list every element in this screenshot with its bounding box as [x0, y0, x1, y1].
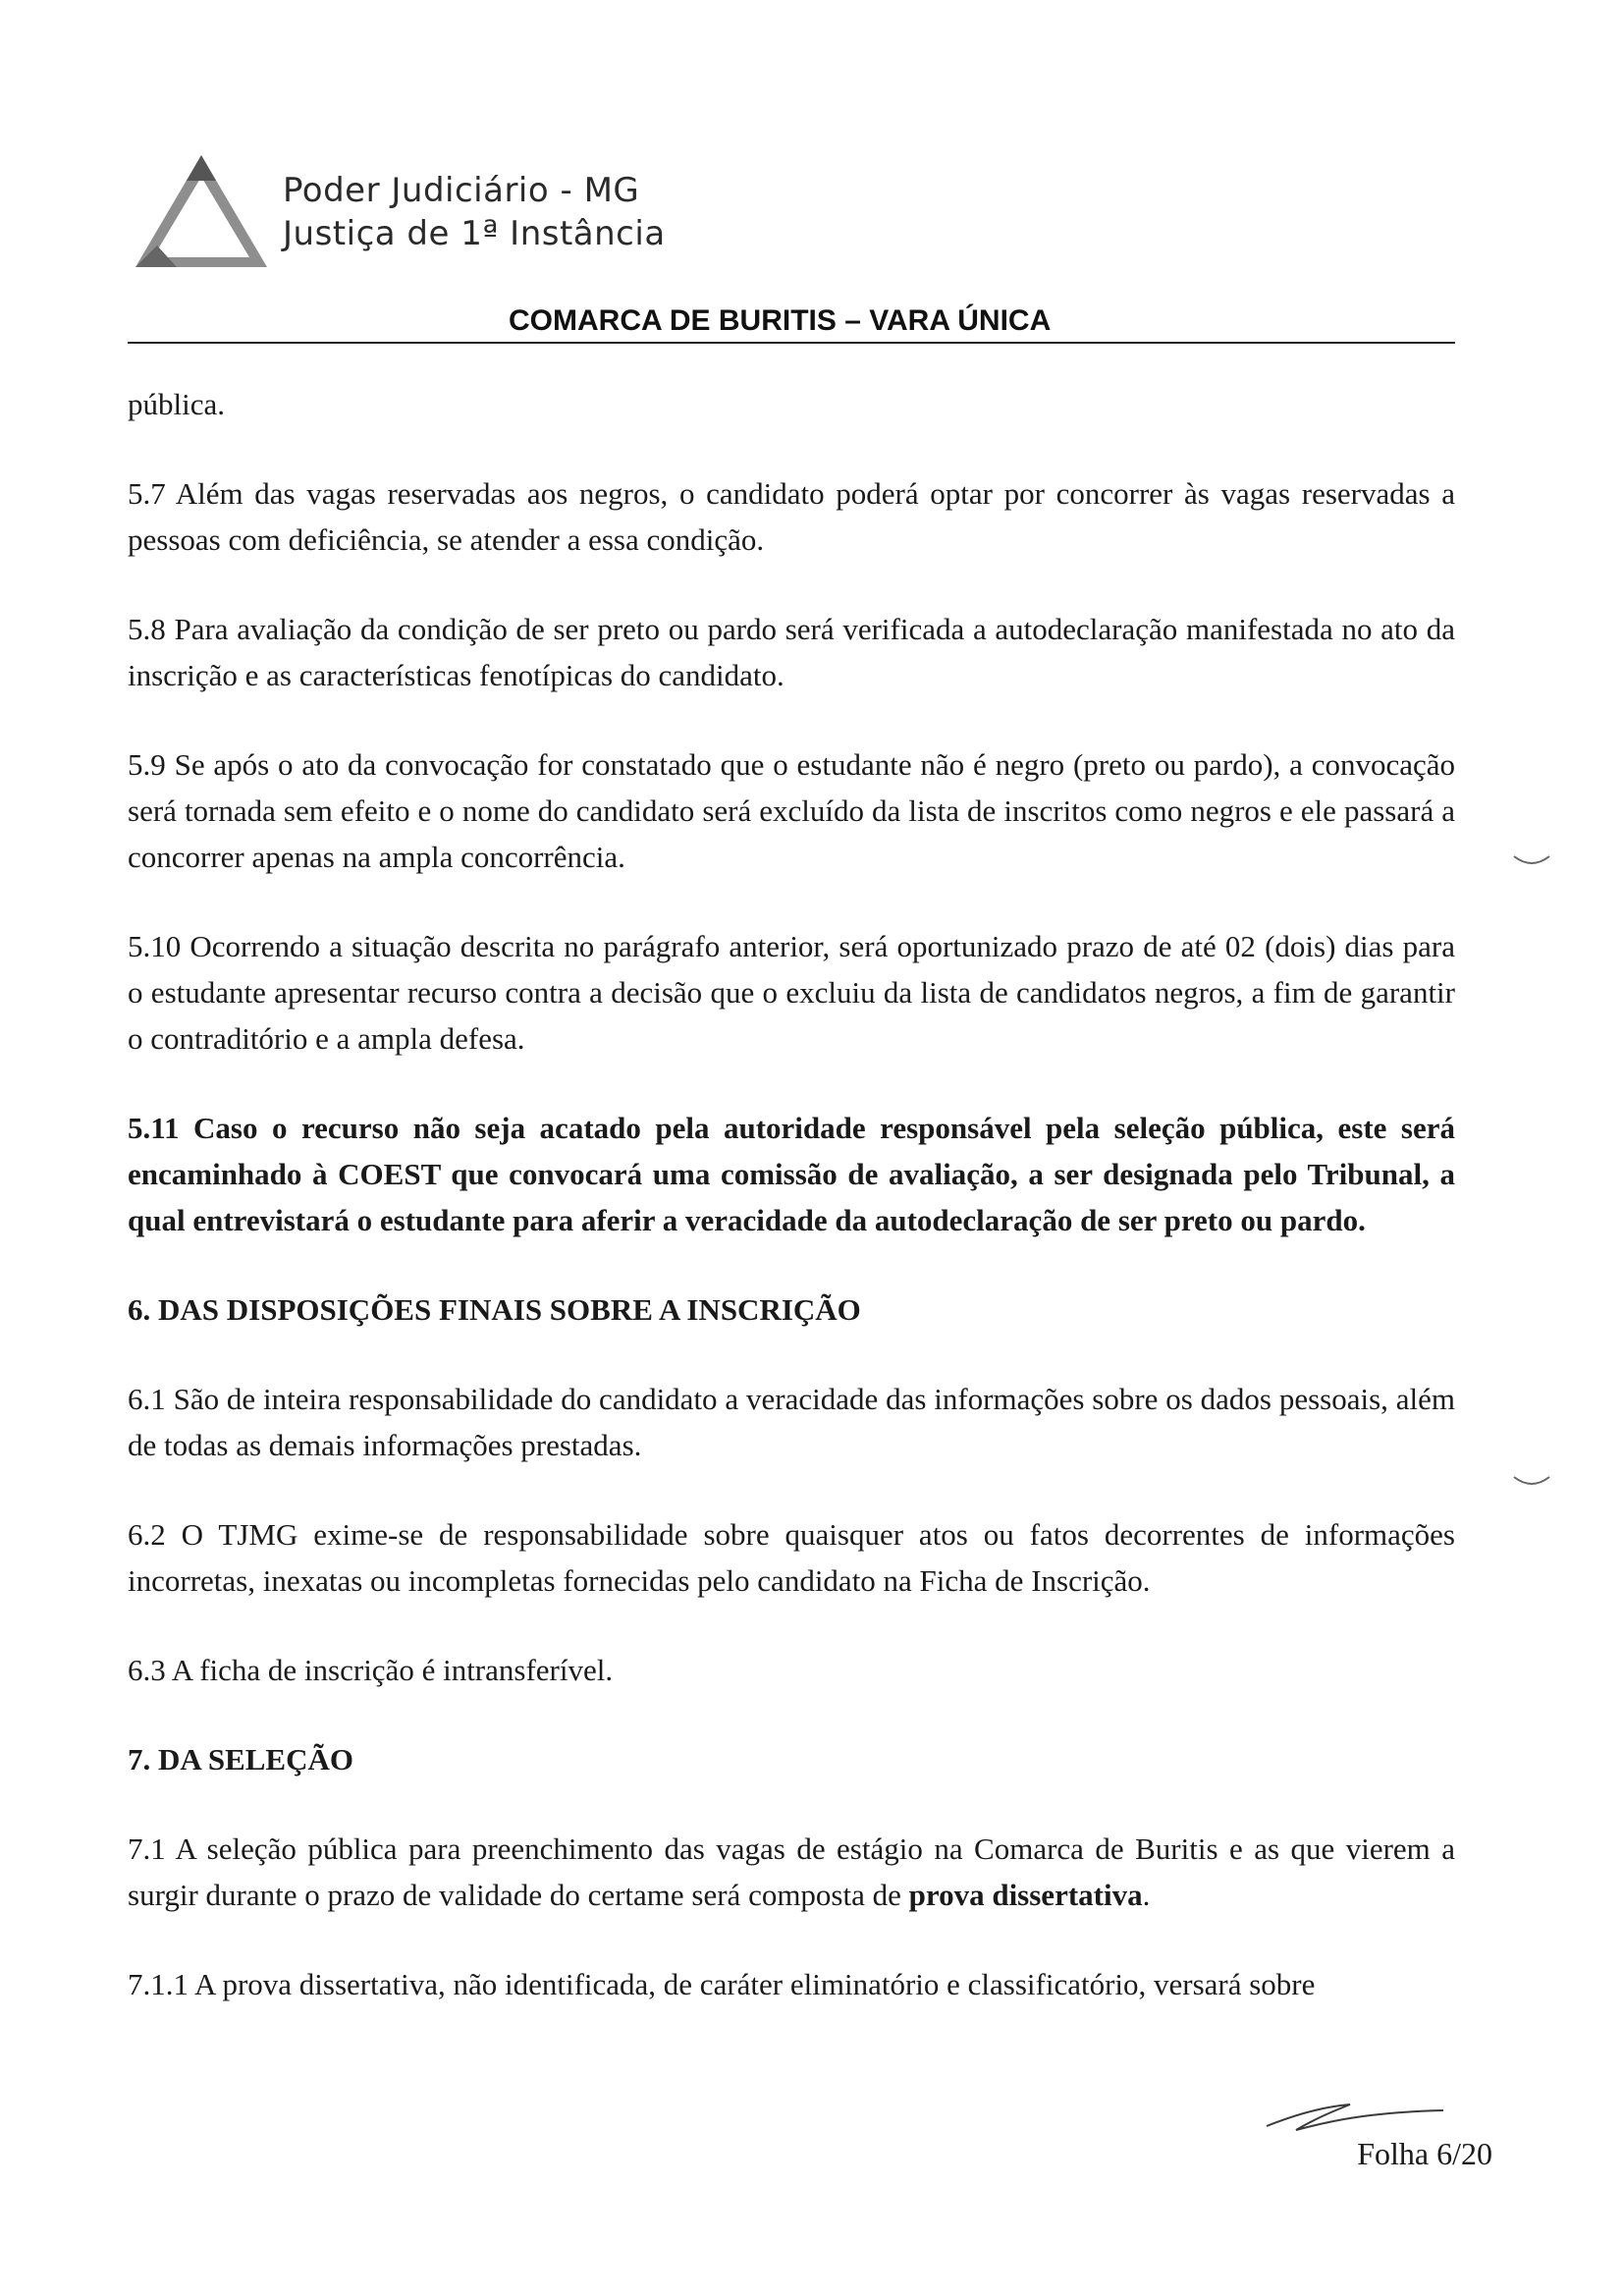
letterhead: [128, 147, 1463, 354]
paragraph-6-1: 6.1 São de inteira responsabilidade do candidato a veracidade das informações sobre os dados pessoais, além de todas as demais informações prestadas.: [128, 1382, 1455, 1462]
margin-mark-icon: [1512, 1473, 1551, 1493]
paragraph-5-7: 5.7 Além das vagas reservadas aos negros, o candidato poderá optar por concorrer às vagas reservadas a pessoas com deficiência, se atender a essa condição.: [128, 476, 1455, 557]
paragraph-7-1-emphasis: prova dissertativa: [908, 1878, 1143, 1912]
paragraph-5-9: 5.9 Se após o ato da convocação for constatado que o estudante não é negro (preto ou pardo), a convocação será tornada sem efeito e o nome do candidato será excluído da lista de inscritos como negros e ele passará a concorrer apenas na ampla concorrência.: [128, 747, 1455, 874]
paragraph-6-3: 6.3 A ficha de inscrição é intransferível.: [128, 1653, 614, 1687]
judiciary-logo-icon: [128, 147, 275, 275]
org-line-2: Justiça de 1ª Instância: [283, 214, 666, 253]
margin-mark-icon: [1512, 852, 1551, 872]
paragraph-7-1-text: 7.1 A seleção pública para preenchimento das vagas de estágio na Comarca de Buritis e as que vierem a surgir durante o prazo de validade do certame será composta de: [128, 1831, 1455, 1912]
paragraph-7-1-1: 7.1.1 A prova dissertativa, não identificada, de caráter eliminatório e classificatório, versará sobre: [128, 1967, 1316, 2001]
section-6-heading: 6. DAS DISPOSIÇÕES FINAIS SOBRE A INSCRIÇÃO: [128, 1292, 861, 1327]
paragraph-5-11: 5.11 Caso o recurso não seja acatado pela autoridade responsável pela seleção pública, este será encaminhado à COEST que convocará uma comissão de avaliação, a ser designada pelo Tribunal, a qual entrevistará o estudante para aferir a veracidade da autodeclaração de ser preto ou pardo.: [128, 1111, 1455, 1237]
paragraph-6-2: 6.2 O TJMG exime-se de responsabilidade sobre quaisquer atos ou fatos decorrentes de informações incorretas, inexatas ou incompletas fornecidas pelo candidato na Ficha de Inscrição.: [128, 1517, 1455, 1598]
paragraph-5-8: 5.8 Para avaliação da condição de ser preto ou pardo será verificada a autodeclaração manifestada no ato da inscrição e as características fenotípicas do candidato.: [128, 612, 1455, 692]
paragraph-continuation: pública.: [128, 387, 225, 421]
organization-name: [283, 169, 666, 255]
paragraph-7-1-end: .: [1142, 1878, 1151, 1912]
folio-number: Folha 6/20: [1357, 2136, 1492, 2171]
paragraph-7-1: [128, 1826, 1455, 1918]
org-line-1: Poder Judiciário - MG: [283, 171, 640, 210]
document-body: [128, 381, 1455, 2050]
paragraph-5-10: 5.10 Ocorrendo a situação descrita no parágrafo anterior, será oportunizado prazo de até 02 (dois) dias para o estudante apresentar recurso contra a decisão que o excluiu da lista de candidatos negros, a fim de garantir o contraditório e a ampla defesa.: [128, 929, 1455, 1056]
court-title: COMARCA DE BURITIS – VARA ÚNICA: [509, 304, 1052, 337]
header-divider: [128, 342, 1455, 344]
page-footer: [1257, 2097, 1492, 2214]
signature-icon: [1257, 2097, 1453, 2136]
section-7-heading: 7. DA SELEÇÃO: [128, 1742, 353, 1777]
